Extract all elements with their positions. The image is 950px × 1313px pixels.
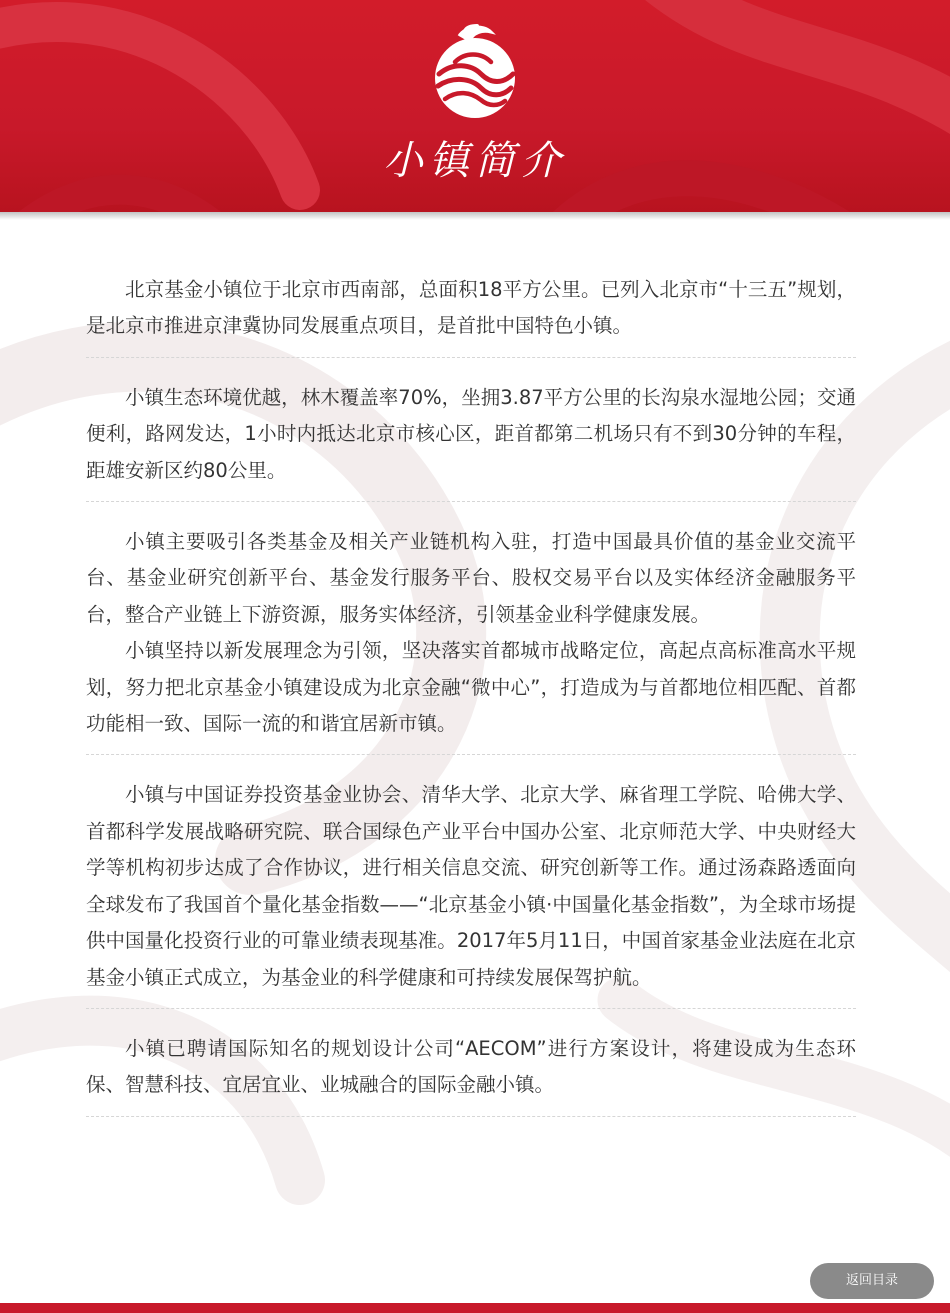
section-planning [86, 1031, 856, 1117]
paragraph: 北京基金小镇位于北京市西南部，总面积18平方公里。已列入北京市“十三五”规划，是北京市推进京津冀协同发展重点项目，是首批中国特色小镇。 [86, 278, 856, 338]
section-positioning [86, 524, 856, 755]
phoenix-swirl-logo-icon [425, 22, 525, 122]
header-shadow [0, 212, 950, 220]
paragraph: 小镇主要吸引各类基金及相关产业链机构入驻，打造中国最具价值的基金业交流平台、基金业研究创新平台、基金发行服务平台、股权交易平台以及实体经济金融服务平台，整合产业链上下游资源，服务实体经济，引领基金业科学健康发展。 [86, 530, 856, 626]
paragraph: 小镇与中国证券投资基金业协会、清华大学、北京大学、麻省理工学院、哈佛大学、首都科学发展战略研究院、联合国绿色产业平台中国办公室、北京师范大学、中央财经大学等机构初步达成了合作协议，进行相关信息交流、研究创新等工作。通过汤森路透面向全球发布了我国首个量化基金指数——“北京基金小镇·中国量化基金指数”，为全球市场提供中国量化投资行业的可靠业绩表现基准。2017年5月11日，中国首家基金业法庭在北京基金小镇正式成立，为基金业的科学健康和可持续发展保驾护航。 [86, 783, 856, 989]
back-to-contents-button[interactable]: 返回目录 [810, 1263, 934, 1299]
page-header [0, 0, 950, 212]
paragraph: 小镇生态环境优越，林木覆盖率70%，坐拥3.87平方公里的长沟泉水湿地公园；交通便利，路网发达，1小时内抵达北京市核心区，距首都第二机场只有不到30分钟的车程，距雄安新区约80公里。 [86, 385, 856, 482]
intro-content [86, 272, 856, 1139]
footer-bar [0, 1303, 950, 1313]
paragraph: 小镇已聘请国际知名的规划设计公司“AECOM”进行方案设计，将建设成为生态环保、智慧科技、宜居宜业、业城融合的国际金融小镇。 [86, 1036, 856, 1097]
paragraph: 小镇坚持以新发展理念为引领，坚决落实首都城市战略定位，高起点高标准高水平规划，努力把北京基金小镇建设成为北京金融“微中心”，打造成为与首都地位相匹配、首都功能相一致、国际一流的和谐宜居新市镇。 [86, 639, 856, 736]
page-title: 小镇简介 [383, 138, 567, 184]
section-cooperation [86, 777, 856, 1008]
section-location [86, 272, 856, 358]
section-environment [86, 380, 856, 502]
